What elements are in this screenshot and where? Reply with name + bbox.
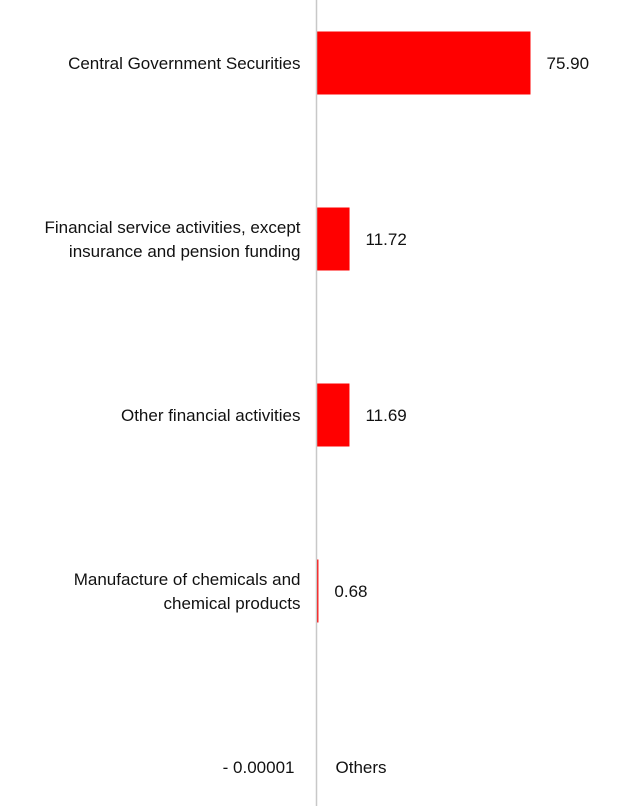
bar-1 xyxy=(317,32,531,95)
category-label-line: Central Government Securities xyxy=(68,54,301,73)
category-label-4 xyxy=(74,570,301,613)
category-label-line: chemical products xyxy=(163,594,301,613)
category-label-5 xyxy=(336,758,387,777)
category-label-line: insurance and pension funding xyxy=(68,242,301,261)
bar-3 xyxy=(317,384,350,447)
category-label-line: Financial service activities, except xyxy=(44,218,301,237)
bars xyxy=(317,32,531,623)
category-label-3 xyxy=(121,406,301,425)
category-label-2 xyxy=(44,218,300,261)
category-label-line: Manufacture of chemicals and xyxy=(73,570,301,589)
category-label-line: Others xyxy=(335,758,387,777)
value-label-3: 11.69 xyxy=(365,406,407,425)
value-label-2: 11.72 xyxy=(365,230,407,249)
bar-2 xyxy=(317,208,350,271)
category-label-line: Other financial activities xyxy=(120,406,301,425)
category-label-1 xyxy=(68,54,300,73)
value-label-1: 75.90 xyxy=(546,54,590,73)
value-label-4: 0.68 xyxy=(334,582,368,601)
value-label-5: - 0.00001 xyxy=(222,758,295,777)
